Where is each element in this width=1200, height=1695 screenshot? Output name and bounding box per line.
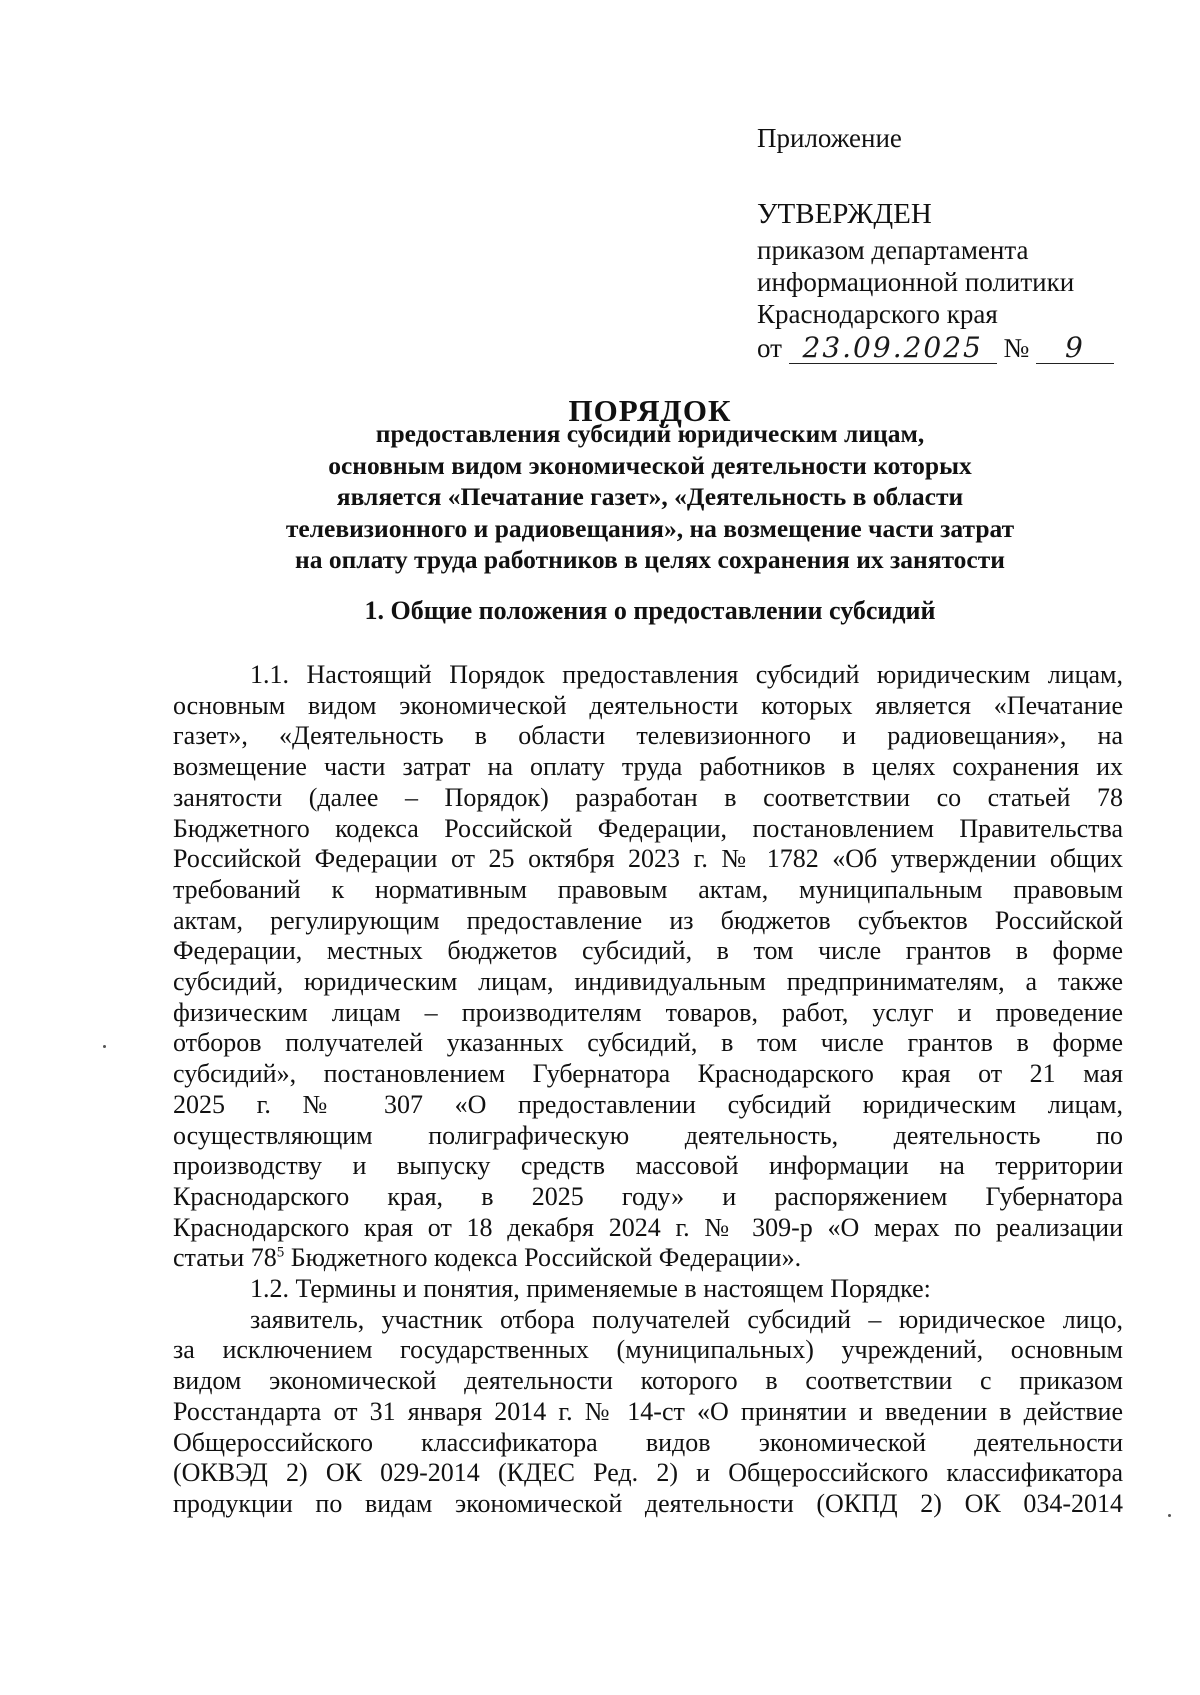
subtitle-line: предоставления субсидий юридическим лицам, — [375, 419, 925, 448]
paragraph-line: субсидий», постановлением Губернатора Краснодарского края от 21 мая — [173, 1059, 1123, 1089]
handwritten-date: 23.09.2025 — [789, 333, 997, 364]
paragraph-line: 1.2. Термины и понятия, применяемые в настоящем Порядке: — [250, 1274, 931, 1304]
scan-speck — [103, 1045, 106, 1048]
approval-date-line — [757, 332, 1137, 364]
paragraph-line: 2025 г. № 307 «О предоставлении субсидий юридическим лицам, — [173, 1089, 1123, 1119]
paragraph-line: Общероссийского классификатора видов экономической деятельности — [173, 1427, 1123, 1457]
document-body — [173, 660, 1123, 1520]
paragraph-line: (ОКВЭД 2) ОК 029-2014 (КДЕС Ред. 2) и Общероссийского классификатора — [173, 1458, 1123, 1488]
paragraph-line: Бюджетного кодекса Российской Федерации, постановлением Правительства — [173, 813, 1123, 843]
paragraph-line: субсидий, юридическим лицам, индивидуальным предпринимателям, а также — [173, 967, 1123, 997]
subtitle-line: на оплату труда работников в целях сохранения их занятости — [295, 545, 1005, 574]
paragraph-last-line — [173, 1243, 1123, 1274]
paragraph-line: заявитель, участник отбора получателей субсидий – юридическое лицо, — [250, 1304, 1123, 1334]
subtitle-line: является «Печатание газет», «Деятельность в области — [336, 482, 964, 511]
paragraph-line: видом экономической деятельности которого в соответствии с приказом — [173, 1366, 1123, 1396]
document-subtitle — [200, 418, 1100, 576]
paragraph-line: Росстандарта от 31 января 2014 г. № 14-ст «О принятии и введении в действие — [173, 1396, 1123, 1426]
scan-speck — [1168, 1514, 1171, 1517]
paragraph-line: производству и выпуску средств массовой информации на территории — [173, 1151, 1123, 1181]
subtitle-line: телевизионного и радиовещания», на возмещение части затрат — [285, 513, 1015, 543]
paragraph-line: требований к нормативным правовым актам, муниципальным правовым — [173, 874, 1123, 904]
paragraph-line: Российской Федерации от 25 октября 2023 г. № 1782 «Об утверждении общих — [173, 844, 1123, 874]
paragraph-line: газет», «Деятельность в области телевизионного и радиовещания», на — [173, 721, 1123, 751]
paragraph-line: отборов получателей указанных субсидий, в том числе грантов в форме — [173, 1028, 1123, 1058]
approval-line: информационной политики — [757, 267, 1075, 297]
approved-stamp-text: УТВЕРЖДЕН — [757, 198, 932, 230]
text-fragment: Бюджетного кодекса Российской Федерации». — [284, 1243, 802, 1273]
approval-line: Краснодарского края — [757, 299, 998, 329]
paragraph-line: осуществляющим полиграфическую деятельность, деятельность по — [173, 1120, 1123, 1150]
paragraph-line: основным видом экономической деятельности которых является «Печатание — [173, 690, 1123, 720]
paragraph-line: Краснодарского края от 18 декабря 2024 г. № 309-р «О мерах по реализации — [173, 1212, 1123, 1242]
text-fragment: статьи 78 — [173, 1243, 277, 1273]
date-prefix: от — [757, 333, 782, 363]
section-heading: 1. Общие положения о предоставлении субсидий — [364, 596, 936, 625]
paragraph-line: физическим лицам – производителям товаров, работ, услуг и проведение — [173, 997, 1123, 1027]
handwritten-number: 9 — [1036, 333, 1114, 364]
paragraph-line: 1.1. Настоящий Порядок предоставления субсидий юридическим лицам, — [250, 660, 1123, 689]
paragraph-line: возмещение части затрат на оплату труда работников в целях сохранения их — [173, 752, 1123, 782]
paragraph-line: Краснодарского края, в 2025 году» и распоряжением Губернатора — [173, 1181, 1123, 1211]
paragraph-line: за исключением государственных (муниципальных) учреждений, основным — [173, 1335, 1123, 1365]
paragraph-line: актам, регулирующим предоставление из бюджетов субъектов Российской — [173, 905, 1123, 935]
appendix-label: Приложение — [757, 123, 902, 153]
subtitle-line: основным видом экономической деятельности которых — [328, 450, 972, 480]
document-title: ПОРЯДОК — [568, 393, 732, 428]
superscript: 5 — [276, 1244, 285, 1261]
paragraph-line: продукции по видам экономической деятельности (ОКПД 2) ОК 034-2014 — [173, 1488, 1123, 1518]
paragraph-line: Федерации, местных бюджетов субсидий, в том числе грантов в форме — [173, 936, 1123, 966]
number-sign: № — [1003, 333, 1030, 363]
approval-block — [757, 122, 1137, 364]
approval-line: приказом департамента — [757, 235, 1029, 265]
paragraph-line: занятости (далее – Порядок) разработан в соответствии со статьей 78 — [173, 782, 1123, 812]
